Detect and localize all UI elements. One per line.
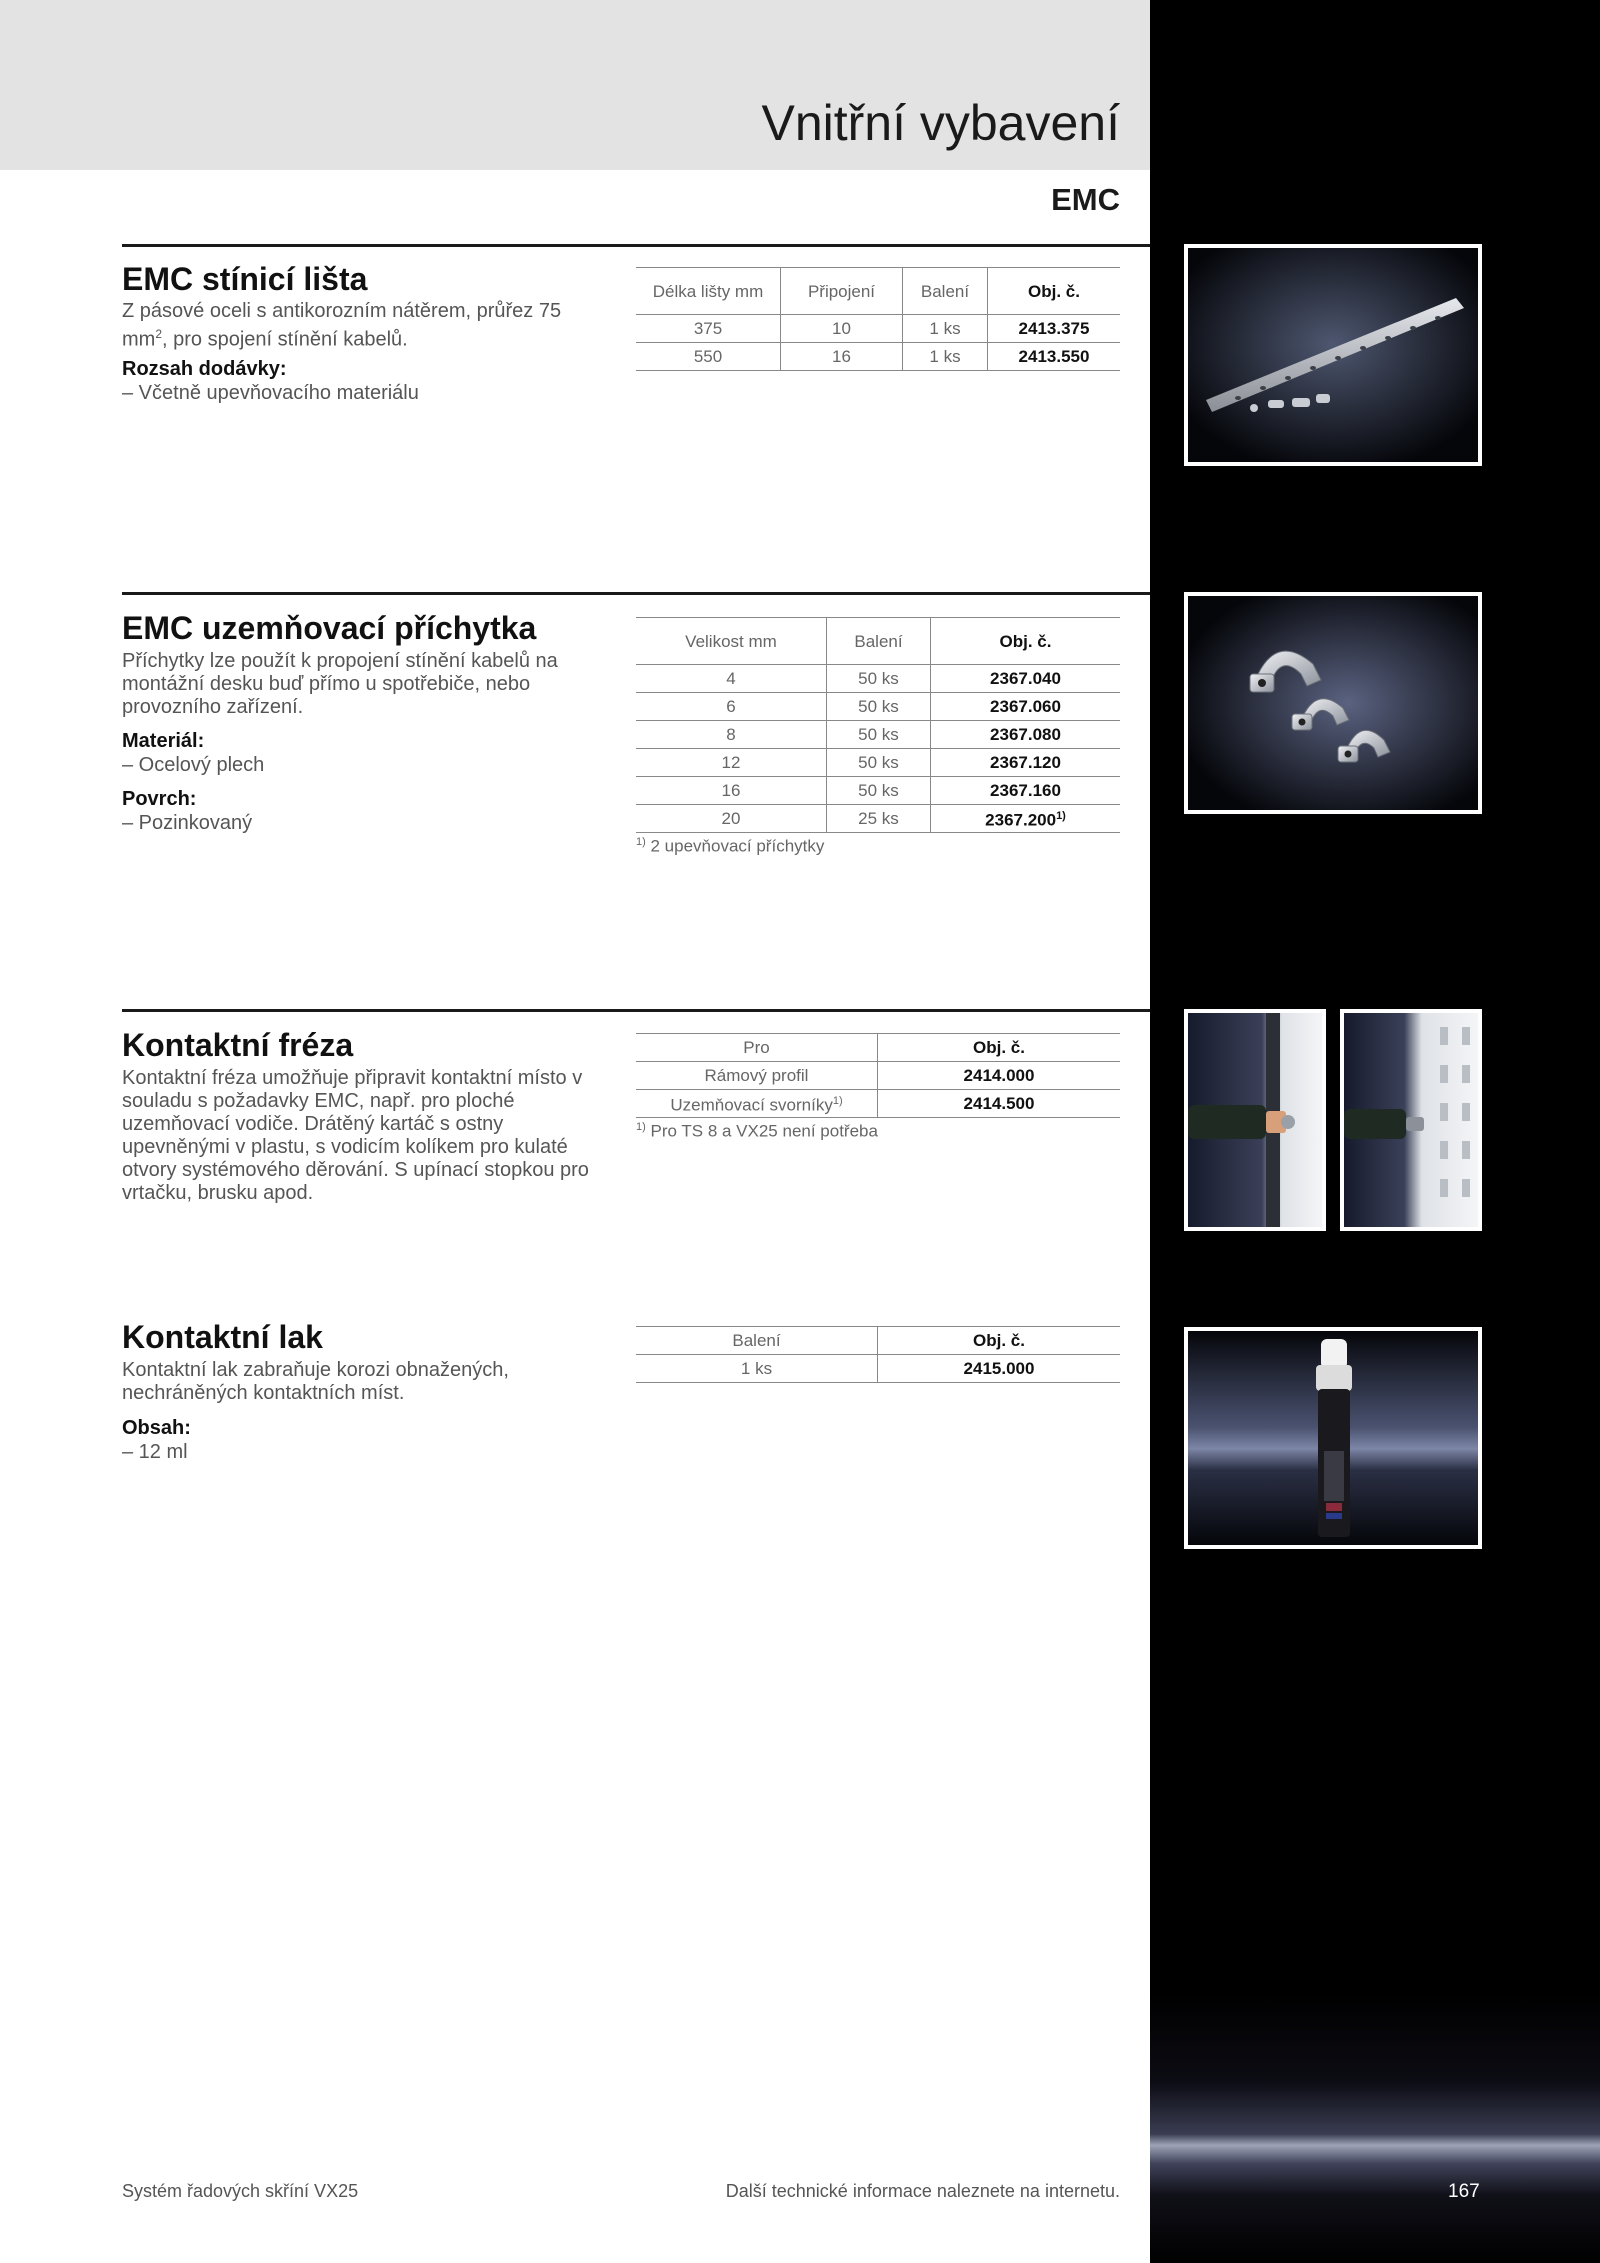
column-header: Připojení [781, 268, 903, 315]
section-description: Kontaktní lak zabraňuje korozi obnažených, nechráněných kontaktních míst. [122, 1359, 509, 1404]
table-cell: 50 ks [827, 693, 931, 721]
shield-bar-photo [1184, 244, 1482, 466]
column-header: Balení [732, 1331, 781, 1350]
list-item: – 12 ml [122, 1441, 188, 1463]
table-row [636, 343, 1120, 371]
section-title: Kontaktní lak [122, 1319, 323, 1355]
page-title: Vnitřní vybavení [761, 95, 1120, 151]
table-cell: 10 [781, 315, 903, 343]
list-item: – Pozinkovaný [122, 812, 253, 834]
table-cell: 50 ks [827, 721, 931, 749]
table-cell: 8 [726, 725, 736, 744]
order-number: 2414.500 [878, 1090, 1121, 1118]
order-number: 2415.000 [878, 1355, 1121, 1383]
column-header: Obj. č. [988, 268, 1121, 315]
footer-series: Systém řadových skříní VX25 [122, 2181, 359, 2201]
table-cell: 50 ks [827, 665, 931, 693]
table-cell: 1 ks [740, 1359, 773, 1378]
list-item: – Ocelový plech [122, 754, 265, 776]
table-cell: 12 [721, 753, 741, 772]
table-cell: 50 ks [827, 777, 931, 805]
section-divider [122, 592, 1150, 595]
table-cell: 16 [721, 781, 741, 800]
section-description: Z pásové oceli s antikorozním nátěrem, průřez 75 $mm^2$, pro spojení stínění kabelů. [122, 300, 562, 351]
column-header: Balení [827, 618, 931, 665]
contact-cutter-photo [1340, 1009, 1482, 1231]
order-number: 2413.550 [988, 343, 1121, 371]
table-cell: 4 [726, 669, 736, 688]
table-cell: 375 [693, 319, 723, 338]
list-item: – Včetně upevňovacího materiálu [122, 382, 419, 404]
section-title: EMC uzemňovací příchytka [122, 610, 537, 646]
earthing-clip-photo [1184, 592, 1482, 814]
table-row [636, 315, 1120, 343]
table-row [636, 805, 1120, 833]
table-cell: 16 [781, 343, 903, 371]
table-footnote: $^{1)}$ 2 upevňovací příchytky [636, 836, 825, 856]
table-row [636, 1062, 1120, 1090]
order-number: 2414.000 [878, 1062, 1121, 1090]
column-header: Obj. č. [878, 1327, 1121, 1355]
column-header: Délka lišty mm [652, 281, 764, 301]
table-row [636, 1355, 1120, 1383]
table-footnote: $^{1)}$ Pro TS 8 a VX25 není potřeba [636, 1121, 878, 1141]
order-number: 2413.375 [988, 315, 1121, 343]
table-cell: 6 [726, 697, 736, 716]
column-header: Obj. č. [931, 618, 1121, 665]
order-number: 2367.200$^{1)}$ [931, 805, 1121, 833]
section-label: EMC [1051, 182, 1120, 217]
section-description: Příchytky lze použít k propojení stínění kabelů na montážní desku buď přímo u spotřebiče, nebo provozního zařízení. [122, 650, 558, 718]
surface-heading: Povrch: [122, 788, 197, 810]
footer-info: Další technické informace naleznete na internetu. [725, 2181, 1120, 2201]
table-cell: Rámový profil [704, 1066, 809, 1085]
table-cell: 20 [721, 809, 741, 828]
order-number: 2367.060 [931, 693, 1121, 721]
order-number: 2367.160 [931, 777, 1121, 805]
column-header: Pro [743, 1038, 770, 1057]
order-table [636, 1033, 1120, 1118]
order-table [636, 267, 1120, 371]
table-row [636, 777, 1120, 805]
table-cell: 25 ks [827, 805, 931, 833]
column-header: Balení [903, 268, 988, 315]
table-cell: 1 ks [903, 343, 988, 371]
order-number: 2367.080 [931, 721, 1121, 749]
order-number: 2367.120 [931, 749, 1121, 777]
contents-heading: Obsah: [122, 1417, 191, 1439]
column-header: Velikost mm [685, 631, 777, 651]
table-row [636, 1090, 1120, 1118]
column-header: Obj. č. [878, 1034, 1121, 1062]
table-row [636, 665, 1120, 693]
section-title: EMC stínicí lišta [122, 261, 368, 297]
scope-heading: Rozsah dodávky: [122, 358, 287, 380]
contact-lacquer-photo [1184, 1327, 1482, 1549]
table-row [636, 721, 1120, 749]
table-cell: 50 ks [827, 749, 931, 777]
section-description: Kontaktní fréza umožňuje připravit kontaktní místo v souladu s požadavky EMC, např. pro ploché uzemňovací vodiče. Drátěný kartáč s ostny upevněnými v plastu, s vodicím kolíkem pro kulaté otvory systémového děrování. S upínací stopkou pro vrtačku, brusku apod. [122, 1067, 589, 1204]
order-number: 2367.040 [931, 665, 1121, 693]
order-table [636, 617, 1120, 833]
contact-cutter-photo [1184, 1009, 1326, 1231]
page-number: 167 [1448, 2181, 1480, 2202]
section-divider [122, 1009, 1150, 1012]
section-title: Kontaktní fréza [122, 1027, 354, 1063]
table-cell: 1 ks [903, 315, 988, 343]
table-row [636, 693, 1120, 721]
table-cell: 550 [693, 347, 723, 366]
material-heading: Materiál: [122, 730, 205, 752]
table-row [636, 749, 1120, 777]
order-table [636, 1326, 1120, 1383]
section-divider [122, 244, 1150, 247]
table-cell: Uzemňovací svorníky$^{1)}$ [670, 1095, 843, 1115]
